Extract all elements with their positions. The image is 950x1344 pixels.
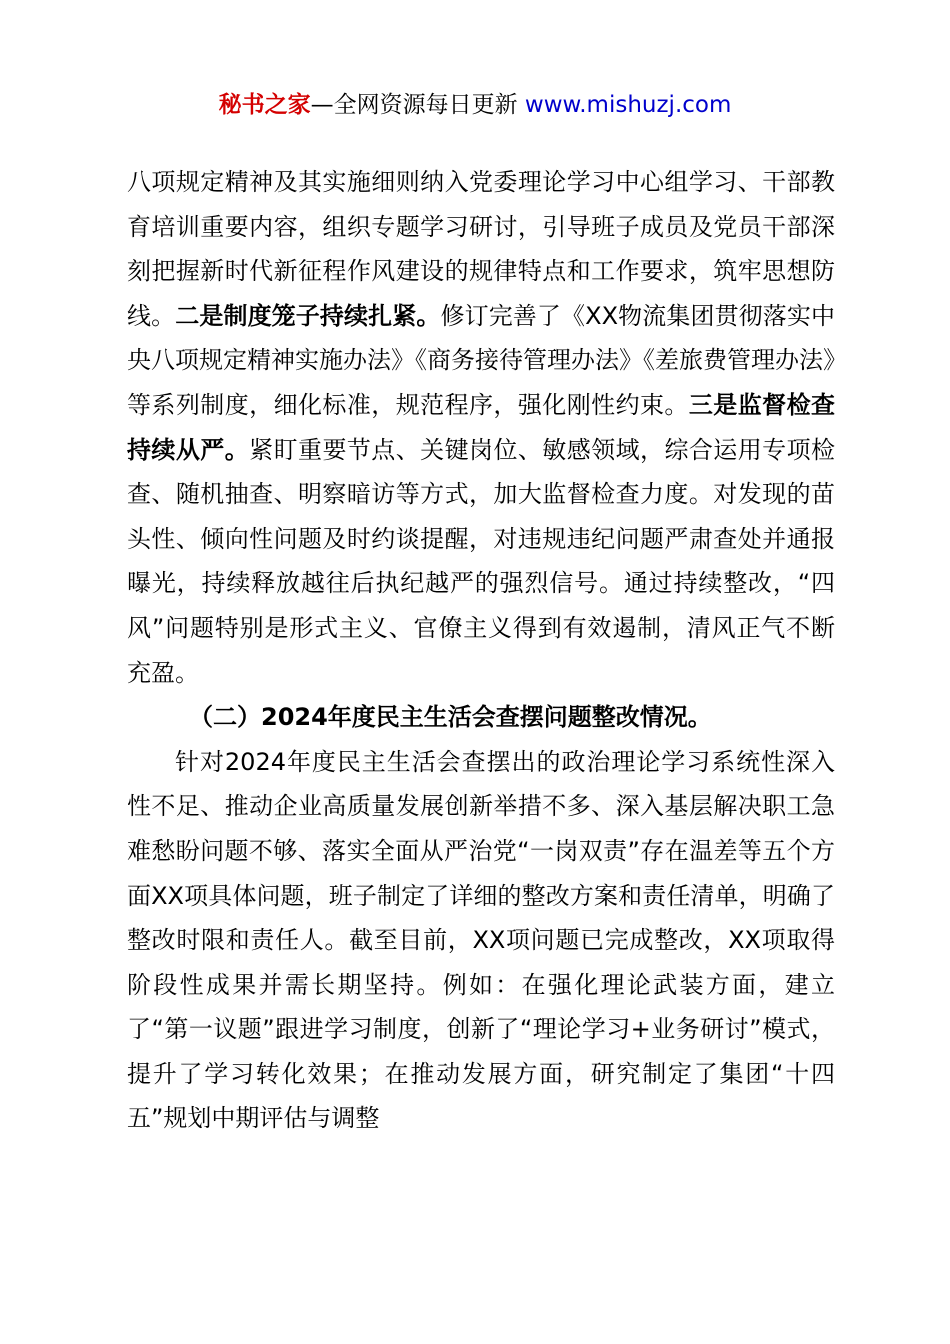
paragraph-1	[127, 160, 835, 695]
document-body	[127, 160, 835, 1141]
paragraph-1-part-3: 紧盯重要节点、关键岗位、敏感领域，综合运用专项检查、随机抽查、明察暗访等方式，加大监督检查力度。对发现的苗头性、倾向性问题及时约谈提醒，对违规违纪问题严肃查处并通报曝光，持续释放越往后执纪越严的强烈信号。通过持续整改，“四风”问题特别是形式主义、官僚主义得到有效遏制，清风正气不断充盈。	[127, 435, 836, 687]
paragraph-1-bold-3: 三是监督检查持续从严。	[127, 390, 836, 464]
paragraph-1-part-1: 八项规定精神及其实施细则纳入党委理论学习中心组学习、干部教育培训重要内容，组织专题学习研讨，引导班子成员及党员干部深刻把握新时代新征程作风建设的规律特点和工作要求，筑牢思想防线。	[127, 168, 835, 330]
header-url-link[interactable]: www.mishuzj.com	[524, 92, 732, 118]
page-header	[0, 88, 950, 122]
header-tagline: —全网资源每日更新	[310, 92, 525, 118]
section-2-heading: （二）2024年度民主生活会查摆问题整改情况。	[189, 703, 712, 732]
header-brand: 秘书之家	[218, 92, 311, 118]
paragraph-2: 针对2024年度民主生活会查摆出的政治理论学习系统性深入性不足、推动企业高质量发展创新举措不多、深入基层解决职工急难愁盼问题不够、落实全面从严治党“一岗双责”存在温差等五个方面XX项具体问题，班子制定了详细的整改方案和责任清单，明确了整改时限和责任人。截至目前，XX项问题已完成整改，XX项取得阶段性成果并需长期坚持。例如：在强化理论武装方面，建立了“第一议题”跟进学习制度，创新了“理论学习+业务研讨”模式，提升了学习转化效果；在推动发展方面，研究制定了集团“十四五”规划中期评估与调整	[127, 747, 835, 1133]
paragraph-1-part-2: 修订完善了《XX物流集团贯彻落实中央八项规定精神实施办法》《商务接待管理办法》《差旅费管理办法》等系列制度，细化标准，规范程序，强化刚性约束。	[127, 301, 836, 419]
paragraph-1-bold-2: 二是制度笼子持续扎紧。	[175, 301, 441, 330]
